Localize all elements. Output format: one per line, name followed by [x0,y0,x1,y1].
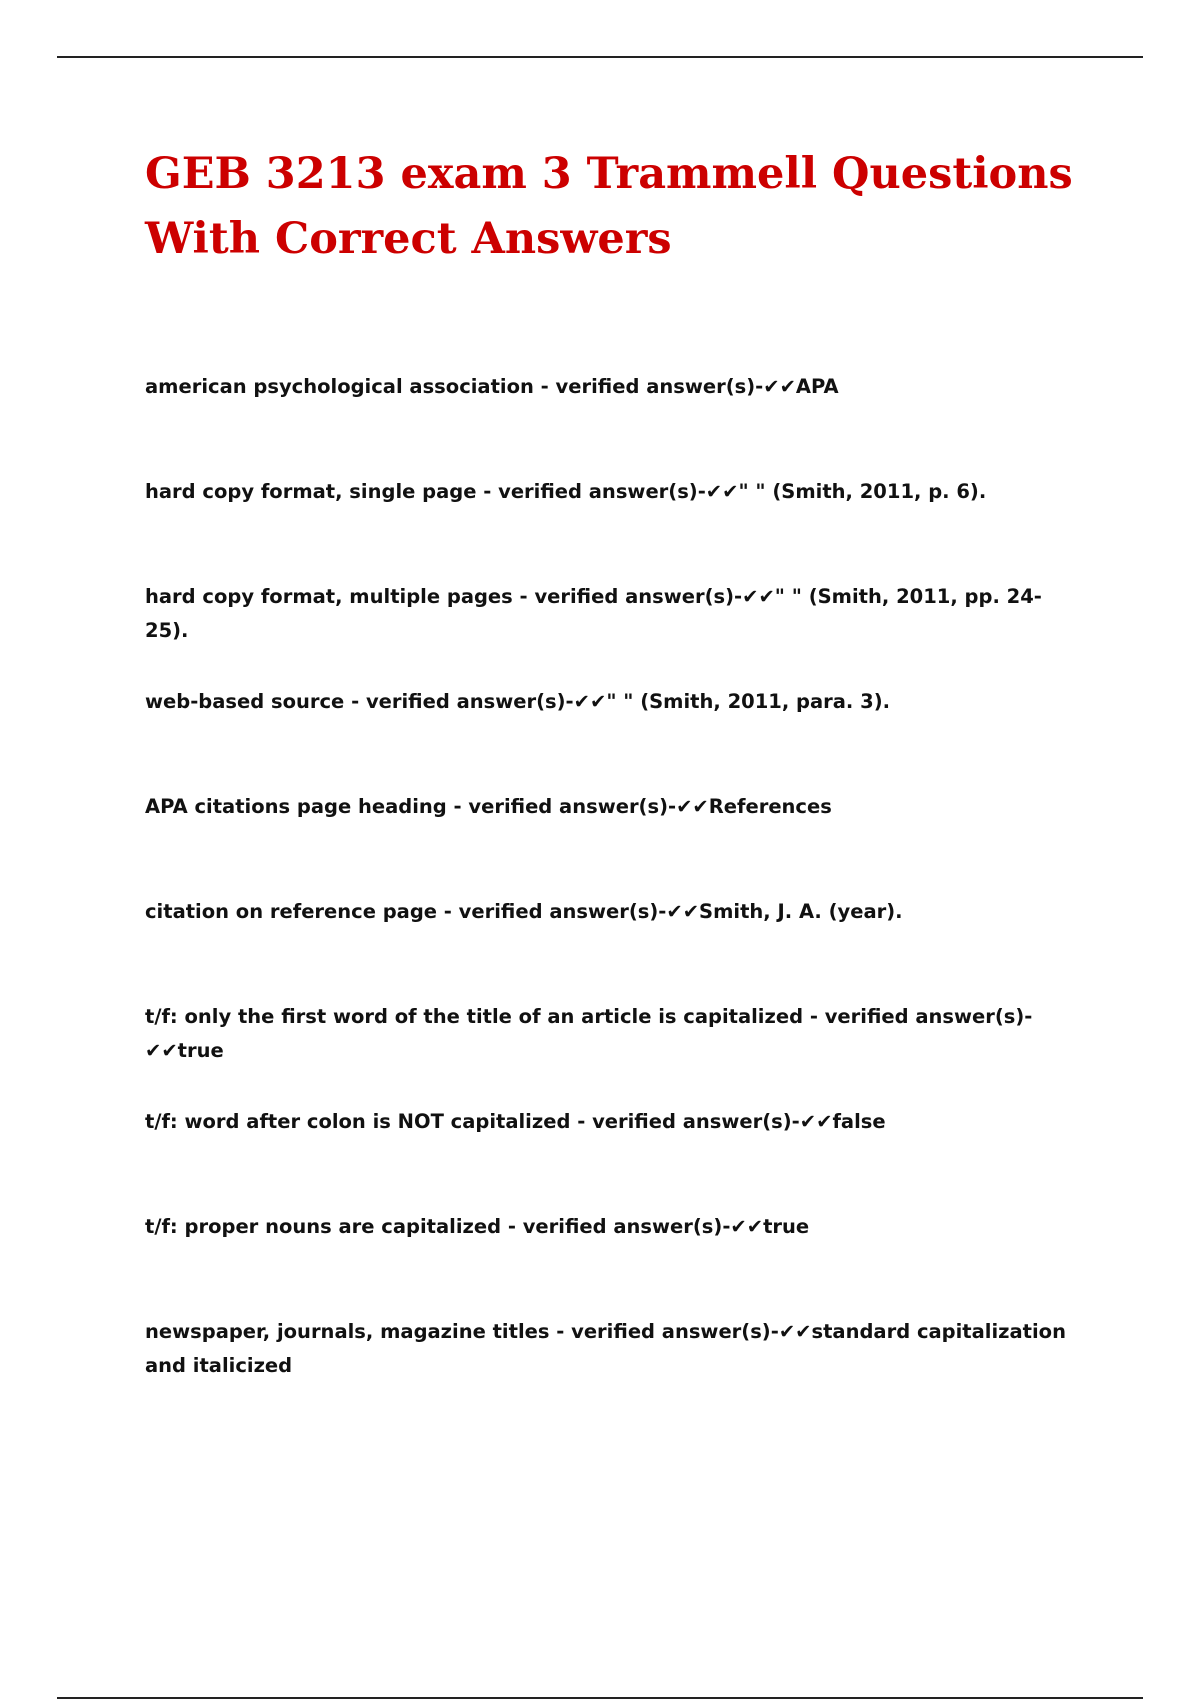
qa-item: hard copy format, multiple pages - verified answer(s)-✔✔" " (Smith, 2011, pp. 24-25). [145,585,1042,642]
qa-item: american psychological association - verified answer(s)-✔✔APA [145,375,839,398]
qa-item: web-based source - verified answer(s)-✔✔" " (Smith, 2011, para. 3). [145,690,891,713]
qa-item: hard copy format, single page - verified answer(s)-✔✔" " (Smith, 2011, p. 6). [145,480,987,503]
qa-item: t/f: proper nouns are capitalized - verified answer(s)-✔✔true [145,1215,810,1238]
qa-item: APA citations page heading - verified answer(s)-✔✔References [145,795,832,818]
qa-item: newspaper, journals, magazine titles - verified answer(s)-✔✔standard capitalization and italicized [145,1320,1073,1377]
document-title: GEB 3213 exam 3 Trammell Questions With Correct Answers [145,149,1073,264]
qa-item: t/f: word after colon is NOT capitalized - verified answer(s)-✔✔false [145,1110,886,1133]
header-rule [57,56,1143,58]
qa-item: citation on reference page - verified answer(s)-✔✔Smith, J. A. (year). [145,900,903,923]
qa-list [145,370,1075,1420]
footer-rule [57,1697,1143,1699]
qa-item: t/f: only the first word of the title of an article is capitalized - verified answer(s)-✔✔true [145,1005,1033,1062]
